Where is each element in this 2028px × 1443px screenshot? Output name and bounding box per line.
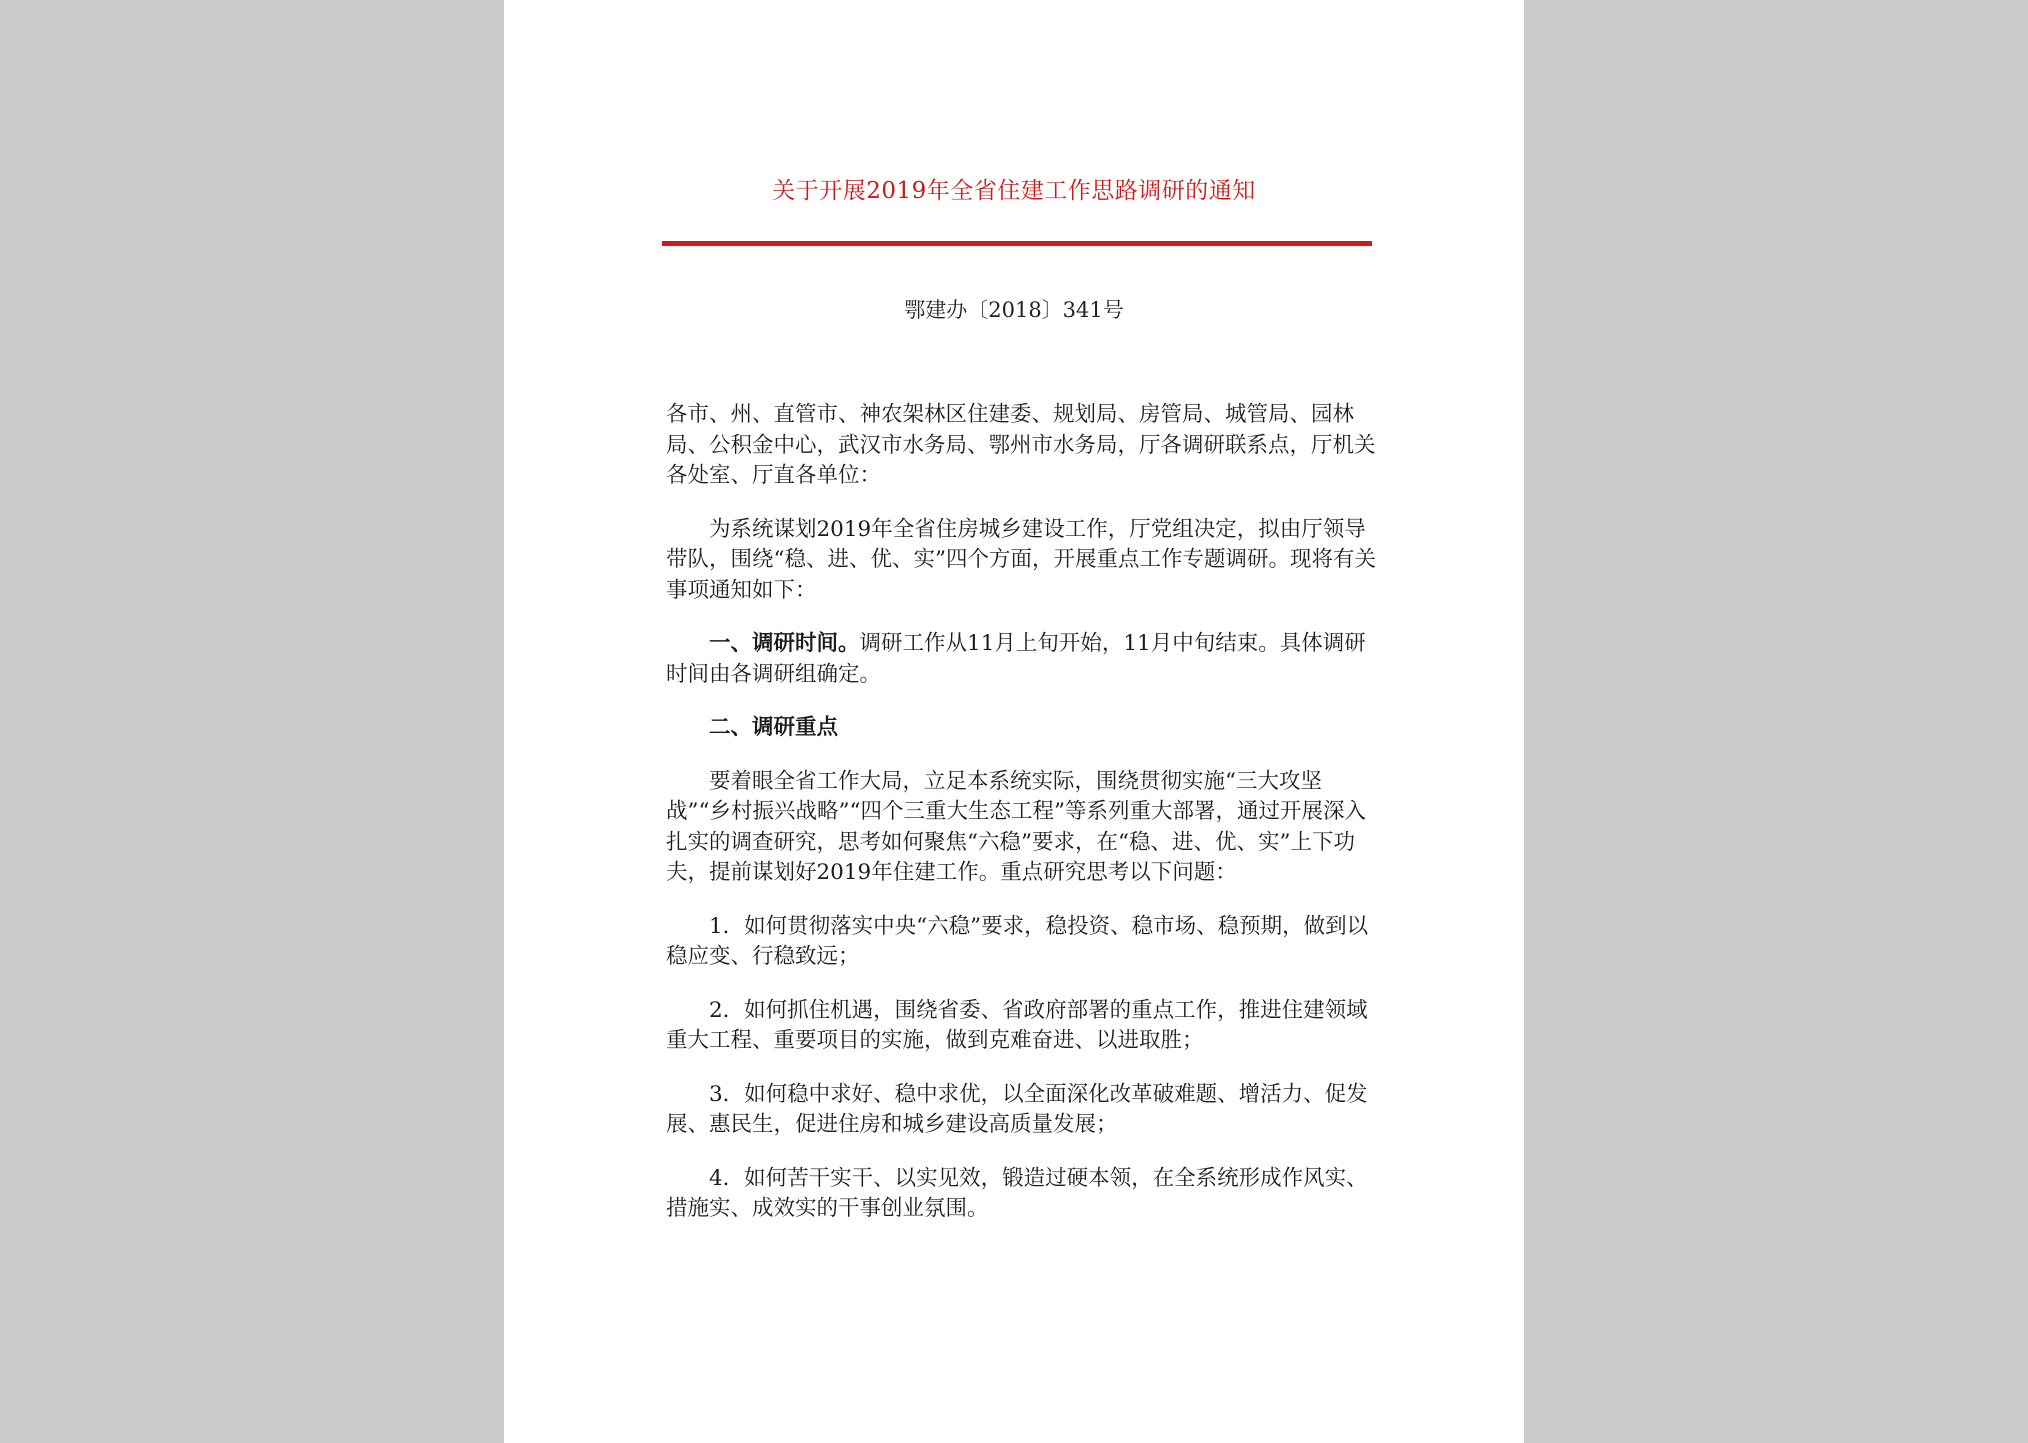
- document-body: [666, 400, 1376, 1248]
- section2-heading: 二、调研重点: [709, 715, 839, 740]
- document-page: [504, 0, 1524, 1443]
- section1-text: 调研工作从11月上旬开始，11月中旬结束。具体调研时间由各调研组确定。: [666, 631, 1366, 687]
- list-item-4: 4．如何苦干实干、以实见效，锻造过硬本领，在全系统形成作风实、措施实、成效实的干事创业氛围。: [666, 1165, 1368, 1221]
- intro-paragraph: 为系统谋划2019年全省住房城乡建设工作，厅党组决定，拟由厅领导带队，围绕“稳、进、优、实”四个方面，开展重点工作专题调研。现将有关事项通知如下：: [666, 516, 1376, 603]
- list-item-2: 2．如何抓住机遇，围绕省委、省政府部署的重点工作，推进住建领域重大工程、重要项目的实施，做到克难奋进、以进取胜；: [666, 997, 1368, 1053]
- section1-heading: 一、调研时间。: [709, 631, 860, 656]
- list-item-1: 1．如何贯彻落实中央“六稳”要求，稳投资、稳市场、稳预期，做到以稳应变、行稳致远；: [666, 913, 1369, 969]
- red-divider-rule: [662, 241, 1372, 246]
- document-number: 鄂建办〔2018〕341号: [904, 298, 1124, 322]
- section2-paragraph: 要着眼全省工作大局，立足本系统实际，围绕贯彻实施“三大攻坚战”“乡村振兴战略”“四个三重大生态工程”等系列重大部署，通过开展深入扎实的调查研究，思考如何聚焦“六稳”要求，在“稳、进、优、实”上下功夫，提前谋划好2019年住建工作。重点研究思考以下问题：: [666, 768, 1366, 885]
- list-item-3: 3．如何稳中求好、稳中求优，以全面深化改革破难题、增活力、促发展、惠民生，促进住房和城乡建设高质量发展；: [666, 1081, 1368, 1137]
- document-title: 关于开展2019年全省住建工作思路调研的通知: [772, 178, 1256, 204]
- recipients-paragraph: 各市、州、直管市、神农架林区住建委、规划局、房管局、城管局、园林局、公积金中心，武汉市水务局、鄂州市水务局，厅各调研联系点，厅机关各处室、厅直各单位：: [666, 402, 1376, 488]
- section1-paragraph: [666, 629, 1376, 690]
